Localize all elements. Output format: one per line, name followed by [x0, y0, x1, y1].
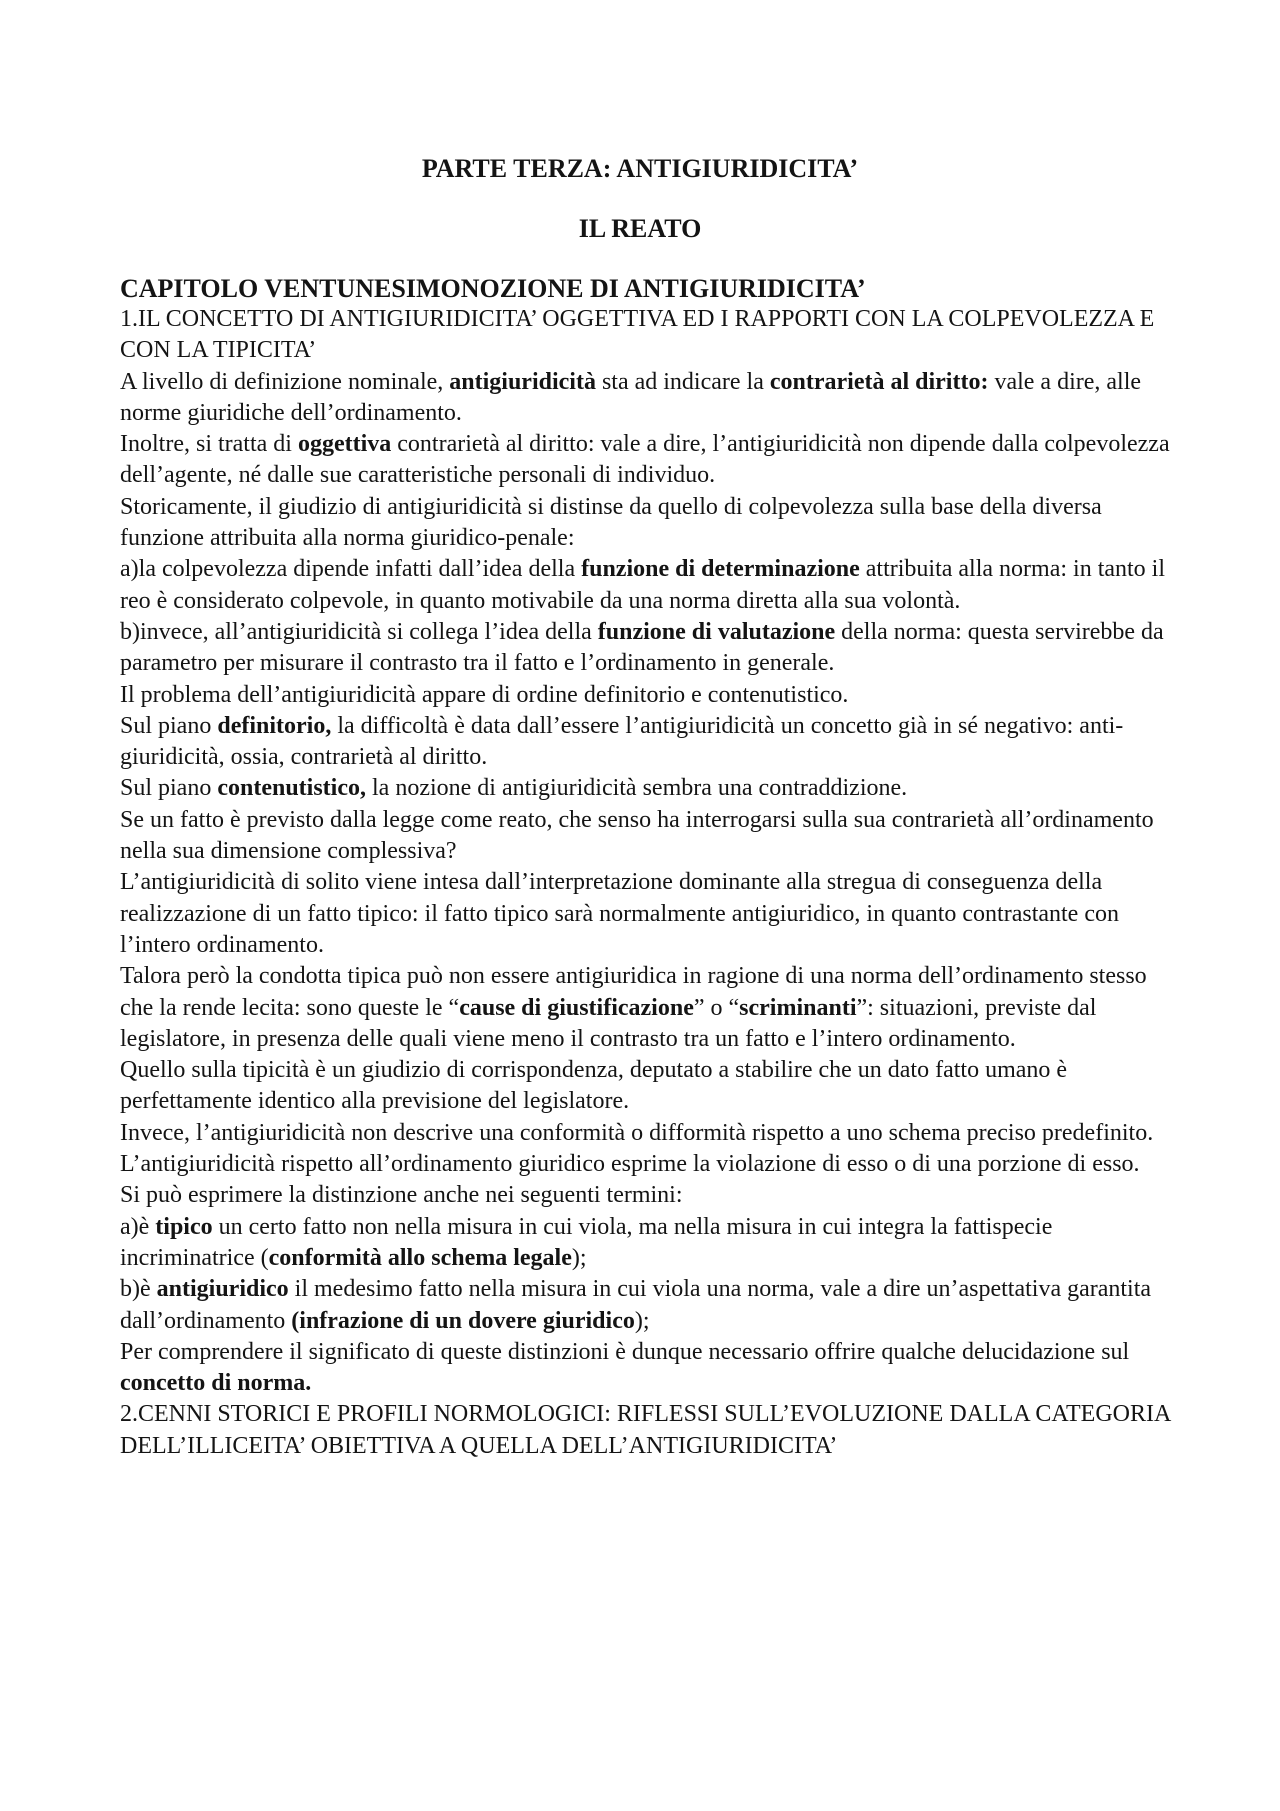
text-run: A livello di definizione nominale,: [120, 368, 450, 395]
text-run: a)è: [120, 1213, 156, 1240]
paragraph: [120, 1274, 1180, 1337]
bold-term: antigiuridico: [156, 1276, 289, 1303]
bold-term: (infrazione di un dovere giuridico: [291, 1307, 635, 1334]
paragraph: [120, 367, 1180, 430]
paragraph: [120, 1149, 1180, 1180]
bold-term: tipico: [155, 1213, 213, 1240]
paragraph: [120, 867, 1180, 961]
paragraph: [120, 961, 1180, 1055]
bold-term: contrarietà al diritto:: [769, 368, 989, 395]
paragraph: [120, 711, 1180, 774]
text-run: b)è: [120, 1276, 157, 1303]
text-run: Talora però la condotta tipica può non essere antigiuridica in ragione di una norma dell’ordinamento stesso che la rende lecita: sono queste le “: [120, 963, 1147, 1021]
part-title: PARTE TERZA: ANTIGIURIDICITA’: [421, 154, 859, 183]
body-paragraphs: [120, 367, 1180, 1400]
subtitle: IL REATO: [578, 214, 702, 243]
text-run: );: [571, 1244, 587, 1271]
text-run: un certo fatto non nella misura in cui viola, ma nella misura in cui integra la fattispecie incriminatrice (: [120, 1213, 1053, 1271]
document-body: [120, 273, 1180, 1462]
text-run: L’antigiuridicità di solito viene intesa dall’interpretazione dominante alla stregua di conseguenza della realizzazione di un fatto tipico: il fatto tipico sarà normalmente antigiuridico, in quanto contrastante con l’intero ordinamento.: [120, 869, 1119, 958]
bold-term: oggettiva: [297, 431, 392, 458]
section-2-heading: 2.CENNI STORICI E PROFILI NORMOLOGICI: RIFLESSI SULL’EVOLUZIONE DALLA CATEGORIA DELL’ILLICEITA’ OBIETTIVA A QUELLA DELL’ANTIGIURIDICITA’: [120, 1401, 1170, 1459]
bold-term: antigiuridicità: [449, 368, 596, 395]
bold-term: definitorio,: [217, 712, 332, 739]
text-run: Inoltre, si tratta di: [120, 431, 298, 458]
text-run: Storicamente, il giudizio di antigiuridicità si distinse da quello di colpevolezza sulla base della diversa funzione attribuita alla norma giuridico-penale:: [120, 493, 1102, 552]
text-run: Per comprendere il significato di queste distinzioni è dunque necessario offrire qualche delucidazione sul: [120, 1338, 1130, 1365]
text-run: Il problema dell’antigiuridicità appare di ordine definitorio e contenutistico.: [120, 681, 849, 708]
paragraph: [120, 680, 1180, 711]
paragraph: [120, 429, 1180, 492]
bold-term: contenutistico,: [217, 775, 366, 802]
paragraph: [120, 805, 1180, 868]
text-run: ” o “: [693, 994, 740, 1021]
text-run: vale a dire, alle norme giuridiche dell’ordinamento.: [120, 368, 1142, 426]
paragraph: [120, 554, 1180, 617]
paragraph: [120, 1118, 1180, 1149]
text-run: Si può esprimere la distinzione anche nei seguenti termini:: [120, 1182, 683, 1209]
paragraph: [120, 1212, 1180, 1275]
text-run: Quello sulla tipicità è un giudizio di corrispondenza, deputato a stabilire che un dato fatto umano è perfettamente identico alla previsione del legislatore.: [120, 1057, 1068, 1115]
text-run: b)invece, all’antigiuridicità si collega l’idea della: [120, 618, 598, 645]
text-run: contrarietà al diritto: vale a dire, l’antigiuridicità non dipende dalla colpevolezza dell’agente, né dalle sue caratteristiche personali di individuo.: [120, 431, 1170, 489]
paragraph: [120, 1180, 1180, 1211]
paragraph: [120, 617, 1180, 680]
paragraph: [120, 1337, 1180, 1400]
bold-term: funzione di valutazione: [597, 618, 836, 645]
paragraph: [120, 773, 1180, 804]
text-run: il medesimo fatto nella misura in cui viola una norma, vale a dire un’aspettativa garantita dall’ordinamento: [120, 1276, 1152, 1334]
text-run: Invece, l’antigiuridicità non descrive una conformità o difformità rispetto a uno schema preciso predefinito.: [120, 1119, 1154, 1146]
chapter-title: CAPITOLO VENTUNESIMONOZIONE DI ANTIGIURIDICITA’: [120, 274, 866, 303]
bold-term: cause di giustificazione: [459, 994, 694, 1021]
text-run: Sul piano: [120, 712, 218, 739]
text-run: la difficoltà è data dall’essere l’antigiuridicità un concetto già in sé negativo: anti-giuridicità, ossia, contrarietà al diritto.: [120, 712, 1124, 771]
text-run: ”: situazioni, previste dal legislatore, in presenza delle quali viene meno il contrasto tra un fatto e l’intero ordinamento.: [120, 994, 1097, 1052]
text-run: della norma: questa servirebbe da parametro per misurare il contrasto tra il fatto e l’ordinamento in generale.: [120, 618, 1164, 677]
bold-term: scriminanti: [739, 994, 857, 1021]
paragraph: [120, 1055, 1180, 1118]
text-run: L’antigiuridicità rispetto all’ordinamento giuridico esprime la violazione di esso o di una porzione di esso.: [120, 1151, 1140, 1178]
section-1-heading: 1.IL CONCETTO DI ANTIGIURIDICITA’ OGGETTIVA ED I RAPPORTI CON LA COLPEVOLEZZA E CON LA TIPICITA’: [120, 306, 1155, 364]
text-run: Se un fatto è previsto dalla legge come reato, che senso ha interrogarsi sulla sua contrarietà all’ordinamento nella sua dimensione complessiva?: [120, 806, 1154, 865]
text-run: la nozione di antigiuridicità sembra una contraddizione.: [366, 775, 908, 802]
paragraph: [120, 492, 1180, 555]
text-run: Sul piano: [120, 775, 218, 802]
text-run: sta ad indicare la: [595, 368, 770, 395]
bold-term: concetto di norma.: [120, 1370, 312, 1397]
bold-term: funzione di determinazione: [581, 556, 860, 583]
text-run: );: [634, 1307, 650, 1334]
text-run: attribuita alla norma: in tanto il reo è considerato colpevole, in quanto motivabile da una norma diretta alla sua volontà.: [120, 556, 1166, 614]
bold-term: conformità allo schema legale: [268, 1244, 572, 1271]
text-run: a)la colpevolezza dipende infatti dall’idea della: [120, 556, 582, 583]
